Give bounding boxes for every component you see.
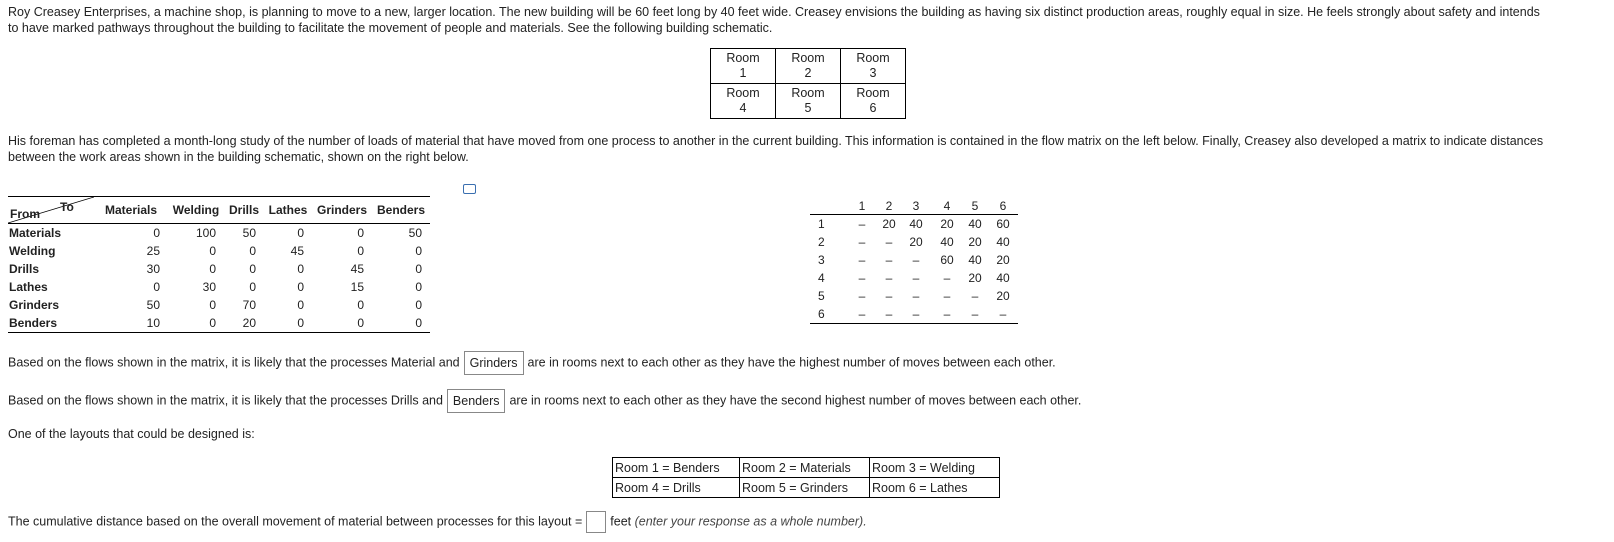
distance-matrix — [810, 197, 1018, 324]
cumulative-unit: feet — [610, 514, 632, 529]
distance-cell: – — [858, 307, 866, 321]
flow-cell: 0 — [415, 244, 422, 258]
distance-cell: – — [885, 271, 893, 285]
flow-corner-header — [8, 197, 94, 224]
flow-cell: 45 — [290, 244, 304, 258]
flow-cell: 0 — [249, 262, 256, 276]
flow-cell: 70 — [242, 298, 256, 312]
flow-cell: 0 — [357, 226, 364, 240]
distance-cell: 40 — [996, 271, 1010, 285]
study-line-1: His foreman has completed a month-long study of the number of loads of material that have moved from one process to another in the current building. This information is contained in the flow matrix on the left below. Finally, Creasey also developed a matrix to indicate distances — [8, 134, 1544, 148]
intro-paragraph — [8, 4, 1606, 36]
flow-cell: 0 — [357, 316, 364, 330]
flow-cell: 0 — [209, 262, 216, 276]
flow-to-label: To — [60, 200, 74, 214]
flow-cell: 0 — [415, 280, 422, 294]
flow-cell: 20 — [242, 316, 256, 330]
schematic-room-3: Room 3 — [841, 49, 906, 84]
flow-col-header: Benders — [372, 197, 430, 224]
flow-from-label: From — [10, 207, 40, 221]
distance-col-header: 6 — [988, 197, 1018, 215]
flow-row — [8, 296, 430, 314]
study-line-2: between the work areas shown in the building schematic, shown on the right below. — [8, 150, 469, 164]
flow-cell: 0 — [209, 244, 216, 258]
distance-cell: – — [885, 235, 893, 249]
distance-row — [810, 287, 1018, 305]
flow-cell: 0 — [357, 298, 364, 312]
schematic-room-5: Room 5 — [776, 84, 841, 119]
distance-cell: – — [858, 271, 866, 285]
distance-col-header: 5 — [962, 197, 988, 215]
distance-cell: – — [943, 307, 951, 321]
layout-cell: Room 5 = Grinders — [740, 478, 870, 498]
distance-cell: – — [971, 289, 979, 303]
flow-col-header: Lathes — [264, 197, 312, 224]
flow-cell: 45 — [350, 262, 364, 276]
distance-row-label: 1 — [818, 217, 825, 231]
flow-cell: 50 — [408, 226, 422, 240]
distance-cell: – — [943, 289, 951, 303]
flow-row-label: Materials — [9, 226, 62, 240]
copy-icon[interactable] — [463, 184, 476, 194]
distance-row-label: 3 — [818, 253, 825, 267]
schematic-room-2: Room 2 — [776, 49, 841, 84]
flow-cell: 0 — [297, 262, 304, 276]
distance-col-header: 4 — [932, 197, 962, 215]
flow-cell: 0 — [249, 244, 256, 258]
flow-cell: 25 — [146, 244, 160, 258]
flow-cell: 0 — [209, 298, 216, 312]
schematic-room-4: Room 4 — [711, 84, 776, 119]
flow-cell: 0 — [415, 316, 422, 330]
flow-col-header: Drills — [224, 197, 264, 224]
flow-cell: 0 — [415, 262, 422, 276]
flow-cell: 50 — [242, 226, 256, 240]
distance-cell: 40 — [968, 253, 982, 267]
layout-intro: One of the layouts that could be designed is: — [8, 427, 255, 441]
flow-cell: 0 — [297, 316, 304, 330]
distance-cell: 20 — [996, 289, 1010, 303]
flow-cell: 0 — [297, 280, 304, 294]
distance-row — [810, 215, 1018, 234]
schematic-room-6: Room 6 — [841, 84, 906, 119]
intro-line-2: to have marked pathways throughout the building to facilitate the movement of people and materials. See the following building schematic. — [8, 21, 773, 35]
distance-cell: – — [858, 253, 866, 267]
cumulative-hint: (enter your response as a whole number). — [634, 514, 867, 529]
flow-row-label: Welding — [9, 244, 56, 258]
distance-cell: – — [912, 289, 920, 303]
distance-cell: – — [971, 307, 979, 321]
flow-row — [8, 314, 430, 333]
flow-cell: 100 — [195, 226, 216, 240]
question-2-answer-field[interactable]: Benders — [447, 389, 506, 413]
layout-cell: Room 3 = Welding — [870, 458, 1000, 478]
distance-cell: – — [858, 289, 866, 303]
distance-cell: 20 — [996, 253, 1010, 267]
flow-row-label: Benders — [9, 316, 58, 330]
flow-row — [8, 242, 430, 260]
question-1-prefix: Based on the flows shown in the matrix, it is likely that the processes Material and — [8, 355, 460, 370]
question-2-suffix: are in rooms next to each other as they have the second highest number of moves between each other. — [509, 393, 1082, 408]
flow-row — [8, 278, 430, 296]
flow-row-label: Drills — [9, 262, 40, 276]
distance-cell: 20 — [968, 235, 982, 249]
flow-cell: 0 — [297, 298, 304, 312]
layout-table — [612, 457, 1000, 498]
question-1 — [8, 351, 1056, 375]
flow-cell: 30 — [146, 262, 160, 276]
flow-col-header: Materials — [94, 197, 168, 224]
flow-cell: 0 — [249, 280, 256, 294]
layout-cell: Room 4 = Drills — [613, 478, 740, 498]
layout-cell: Room 6 = Lathes — [870, 478, 1000, 498]
distance-cell: 40 — [909, 217, 923, 231]
flow-cell: 30 — [202, 280, 216, 294]
distance-cell: 40 — [996, 235, 1010, 249]
distance-row-label: 5 — [818, 289, 825, 303]
distance-row — [810, 305, 1018, 324]
distance-cell: – — [912, 271, 920, 285]
distance-cell: – — [885, 289, 893, 303]
distance-cell: 20 — [968, 271, 982, 285]
layout-cell: Room 1 = Benders — [613, 458, 740, 478]
cumulative-answer-input[interactable] — [586, 511, 606, 533]
layout-cell: Room 2 = Materials — [740, 458, 870, 478]
flow-cell: 0 — [415, 298, 422, 312]
distance-cell: – — [912, 307, 920, 321]
distance-cell: 60 — [996, 217, 1010, 231]
flow-row-label: Lathes — [9, 280, 48, 294]
cumulative-prefix: The cumulative distance based on the overall movement of material between processes for this layout = — [8, 514, 583, 529]
flow-cell: 10 — [146, 316, 160, 330]
flow-col-header: Grinders — [312, 197, 372, 224]
question-1-answer-field[interactable]: Grinders — [464, 351, 524, 375]
schematic-room-1: Room 1 — [711, 49, 776, 84]
distance-row — [810, 269, 1018, 287]
distance-cell: – — [885, 307, 893, 321]
distance-col-header: 2 — [878, 197, 900, 215]
question-1-suffix: are in rooms next to each other as they have the highest number of moves between each other. — [527, 355, 1056, 370]
flow-row — [8, 260, 430, 278]
distance-cell: – — [858, 217, 866, 231]
flow-cell: 0 — [209, 316, 216, 330]
distance-row-label: 6 — [818, 307, 825, 321]
intro-line-1: Roy Creasey Enterprises, a machine shop, is planning to move to a new, larger location. The new building will be 60 feet long by 40 feet wide. Creasey envisions the building as having six distinct production areas, roughly equal in size. He feels strongly about safety and intends — [8, 5, 1540, 19]
question-2 — [8, 389, 1081, 413]
flow-cell: 0 — [153, 280, 160, 294]
cumulative-question — [8, 511, 867, 533]
building-schematic — [710, 48, 906, 119]
study-paragraph — [8, 133, 1606, 165]
flow-cell: 0 — [153, 226, 160, 240]
distance-cell: – — [999, 307, 1007, 321]
distance-corner-header — [810, 197, 846, 215]
distance-cell: – — [858, 235, 866, 249]
distance-row-label: 2 — [818, 235, 825, 249]
flow-row — [8, 224, 430, 243]
flow-cell: 0 — [357, 244, 364, 258]
distance-row-label: 4 — [818, 271, 825, 285]
flow-matrix — [8, 196, 430, 333]
distance-cell: – — [943, 271, 951, 285]
flow-cell: 15 — [350, 280, 364, 294]
distance-col-header: 1 — [846, 197, 878, 215]
distance-cell: 20 — [940, 217, 954, 231]
flow-cell: 0 — [297, 226, 304, 240]
distance-col-header: 3 — [900, 197, 932, 215]
distance-row — [810, 251, 1018, 269]
flow-col-header: Welding — [168, 197, 224, 224]
distance-cell: 20 — [882, 217, 896, 231]
distance-cell: – — [912, 253, 920, 267]
distance-cell: – — [885, 253, 893, 267]
distance-cell: 60 — [940, 253, 954, 267]
distance-cell: 40 — [940, 235, 954, 249]
flow-row-label: Grinders — [9, 298, 60, 312]
question-2-prefix: Based on the flows shown in the matrix, it is likely that the processes Drills and — [8, 393, 443, 408]
distance-cell: 40 — [968, 217, 982, 231]
distance-row — [810, 233, 1018, 251]
flow-cell: 50 — [146, 298, 160, 312]
distance-cell: 20 — [909, 235, 923, 249]
